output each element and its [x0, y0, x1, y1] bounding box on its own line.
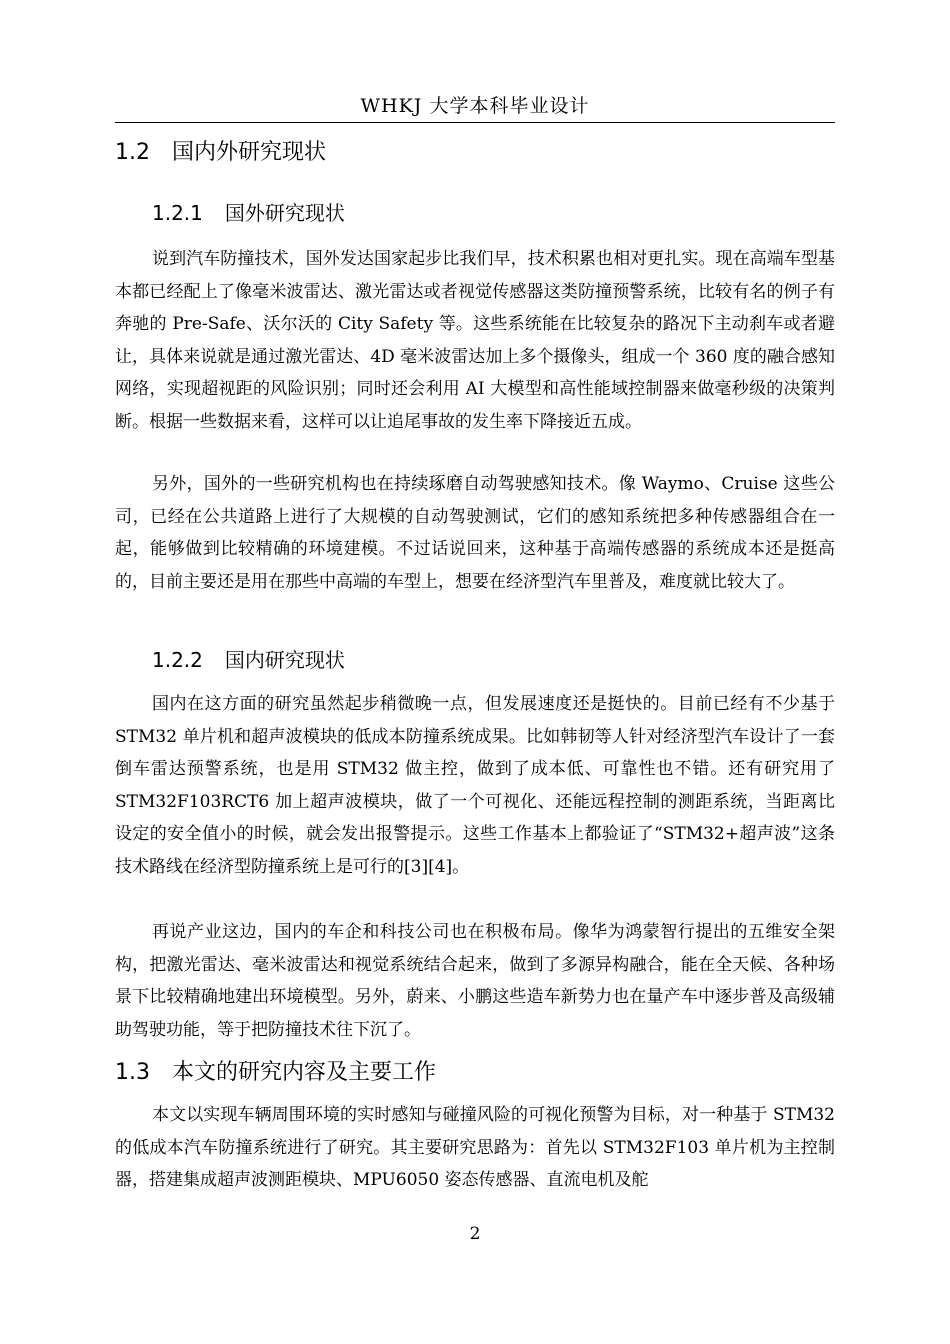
paragraph-domestic-2: 再说产业这边，国内的车企和科技公司也在积极布局。像华为鸿蒙智行提出的五维安全架构，把激光雷达、毫米波雷达和视觉系统结合起来，做到了多源异构融合，能在全天候、各种场景下比较精确地建出环境模型。另外，蔚来、小鹏这些造车新势力也在量产车中逐步普及高级辅助驾驶功能，等于把防撞技术往下沉了。	[115, 922, 835, 1040]
page-number: 2	[469, 1224, 481, 1244]
subsection-number: 1.2.1	[152, 201, 203, 225]
section-number: 1.3	[115, 1060, 150, 1085]
subsection-heading-1-2-1	[152, 199, 345, 227]
subsection-title: 国内研究现状	[224, 648, 345, 672]
paragraph-domestic-1: 国内在这方面的研究虽然起步稍微晚一点，但发展速度还是挺快的。目前已经有不少基于 STM32 单片机和超声波模块的低成本防撞系统成果。比如韩韧等人针对经济型汽车设计了一套倒车雷达预警系统，也是用 STM32 做主控，做到了成本低、可靠性也不错。还有研究用了 STM32F103RCT6 加上超声波模块，做了一个可视化、还能远程控制的测距系统，当距离比设定的安全值小的时候，就会发出报警提示。这些工作基本上都验证了“STM32+超声波”这条技术路线在经济型防撞系统上是可行的[3][4]。	[115, 694, 835, 877]
subsection-heading-1-2-2	[152, 646, 345, 674]
section-heading-1-2	[115, 138, 326, 168]
page-header: WHKJ 大学本科毕业设计	[115, 92, 835, 123]
section-number: 1.2	[115, 140, 150, 165]
section-heading-1-3	[115, 1058, 436, 1088]
paragraph-foreign-2: 另外，国外的一些研究机构也在持续琢磨自动驾驶感知技术。像 Waymo、Cruise 这些公司，已经在公共道路上进行了大规模的自动驾驶测试，它们的感知系统把多种传感器组合在一起，能够做到比较精确的环境建模。不过话说回来，这种基于高端传感器的系统成本还是挺高的，目前主要还是用在那些中高端的车型上，想要在经济型汽车里普及，难度就比较大了。	[115, 474, 835, 592]
section-title: 国内外研究现状	[172, 140, 327, 165]
subsection-title: 国外研究现状	[224, 201, 345, 225]
section-title: 本文的研究内容及主要工作	[172, 1060, 437, 1085]
paragraph-research-content: 本文以实现车辆周围环境的实时感知与碰撞风险的可视化预警为目标，对一种基于 STM32 的低成本汽车防撞系统进行了研究。其主要研究思路为：首先以 STM32F103 单片机为主控制器，搭建集成超声波测距模块、MPU6050 姿态传感器、直流电机及舵	[115, 1105, 835, 1190]
subsection-number: 1.2.2	[152, 648, 203, 672]
paragraph-foreign-1: 说到汽车防撞技术，国外发达国家起步比我们早，技术积累也相对更扎实。现在高端车型基本都已经配上了像毫米波雷达、激光雷达或者视觉传感器这类防撞预警系统，比较有名的例子有奔驰的 Pre-Safe、沃尔沃的 City Safety 等。这些系统能在比较复杂的路况下主动刹车或者避让，具体来说就是通过激光雷达、4D 毫米波雷达加上多个摄像头，组成一个 360 度的融合感知网络，实现超视距的风险识别；同时还会利用 AI 大模型和高性能域控制器来做毫秒级的决策判断。根据一些数据来看，这样可以让追尾事故的发生率下降接近五成。	[115, 249, 835, 432]
